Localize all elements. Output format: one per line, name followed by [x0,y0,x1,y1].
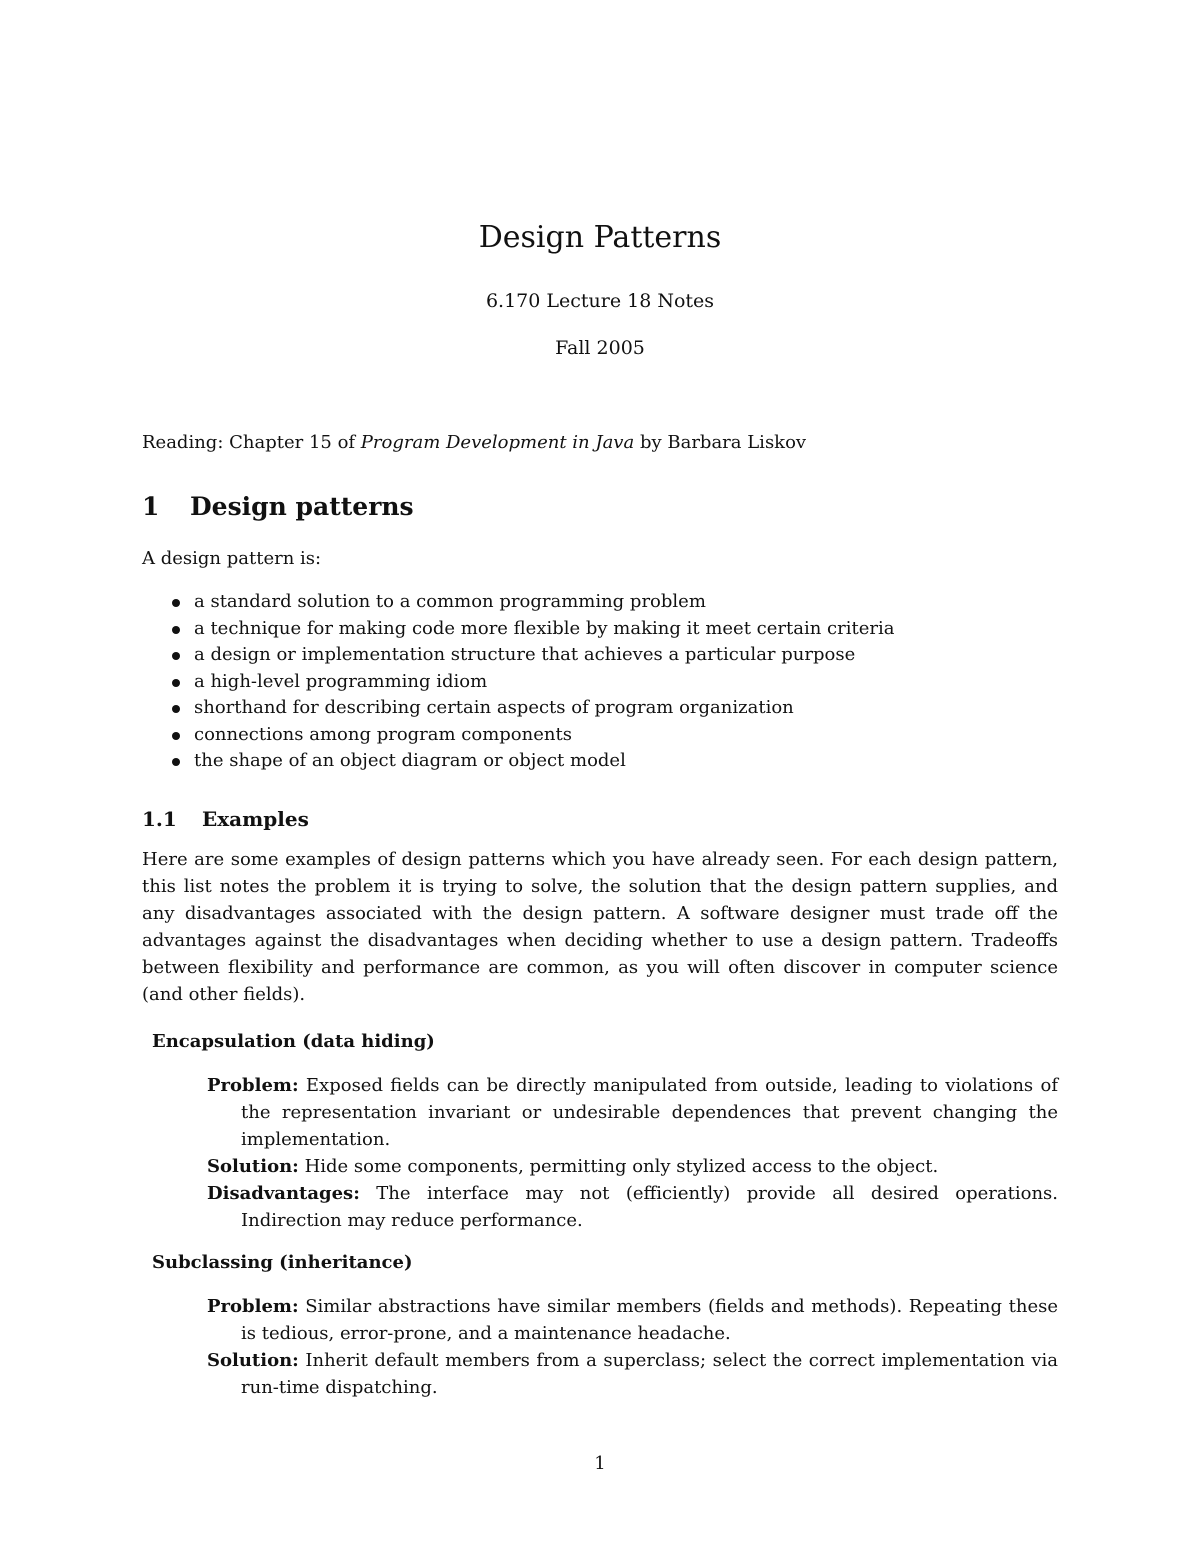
document-title: Design Patterns [478,220,722,255]
subsection-number: 1.1 [142,807,177,831]
list-item-text: connections among program components [194,723,572,745]
definition-item-solution [207,1347,1058,1401]
list-item [172,748,1072,775]
pattern-definition-list [207,1293,1058,1401]
definition-text: Exposed fields can be directly manipulated from outside, leading to violations of the representation invariant or undesirable dependences that prevent changing the implementation. [241,1075,1058,1150]
definition-text: Similar abstractions have similar members (fields and methods). Repeating these is tedious, error-prone, and a maintenance headache. [241,1296,1058,1344]
definition-item-solution [207,1153,1058,1180]
list-item-text: a design or implementation structure that achieves a particular purpose [194,644,856,665]
list-item-text: a technique for making code more flexible by making it meet certain criteria [194,617,895,639]
section-number: 1 [142,492,160,521]
bullet-icon [172,626,180,634]
list-item [172,589,1072,616]
definition-item-disadvantages [207,1180,1058,1234]
list-item [172,642,1072,669]
reading-line [142,429,1060,456]
list-item [172,695,1072,722]
list-item [172,616,1072,643]
definition-item-problem [207,1293,1058,1347]
subsection-title: Examples [202,807,309,831]
definition-term: Problem: [207,1075,299,1096]
list-item-text: a high-level programming idiom [194,670,488,692]
list-item [172,722,1072,749]
bullet-icon [172,705,180,713]
reading-prefix: Reading: Chapter 15 of [142,432,361,453]
bullet-icon [172,599,180,607]
pattern-heading-encapsulation: Encapsulation (data hiding) [152,1031,435,1052]
definition-text: Inherit default members from a superclass; select the correct implementation via run-time dispatching. [241,1350,1058,1398]
definition-term: Disadvantages: [207,1183,360,1204]
definition-term: Solution: [207,1350,299,1371]
definition-term: Solution: [207,1156,299,1177]
list-item-text: the shape of an object diagram or object model [194,750,626,771]
definition-text: Hide some components, permitting only stylized access to the object. [304,1156,939,1177]
list-item-text: shorthand for describing certain aspects of program organization [194,697,794,718]
definition-term: Problem: [207,1296,299,1317]
pattern-heading-subclassing: Subclassing (inheritance) [152,1252,413,1273]
bullet-icon [172,652,180,660]
section-heading [142,490,414,524]
section-intro: A design pattern is: [142,548,322,569]
list-item [172,669,1072,696]
list-item-text: a standard solution to a common programming problem [194,591,706,612]
document-subtitle: 6.170 Lecture 18 Notes [485,290,715,312]
bullet-list [172,589,1072,775]
reading-suffix: by Barbara Liskov [634,432,807,453]
examples-paragraph: Here are some examples of design patterns which you have already seen. For each design pattern, this list notes the problem it is trying to solve, the solution that the design pattern supplies, and any disadvantages associated with the design pattern. A software designer must trade off the advantages against the disadvantages when deciding whether to use a design pattern. Tradeoffs between flexibility and performance are common, as you will often discover in computer science (and other fields). [142,849,1058,1005]
definition-text: The interface may not (efficiently) provide all desired operations. Indirection may reduce performance. [241,1183,1058,1231]
subsection-heading [142,804,309,834]
document-date: Fall 2005 [555,337,645,359]
bullet-icon [172,732,180,740]
reading-book-title: Program Development in Java [360,432,635,453]
pattern-definition-list [207,1072,1058,1234]
section-title: Design patterns [190,492,414,521]
page-number: 1 [594,1453,606,1474]
bullet-icon [172,679,180,687]
bullet-icon [172,758,180,766]
definition-item-problem [207,1072,1058,1153]
